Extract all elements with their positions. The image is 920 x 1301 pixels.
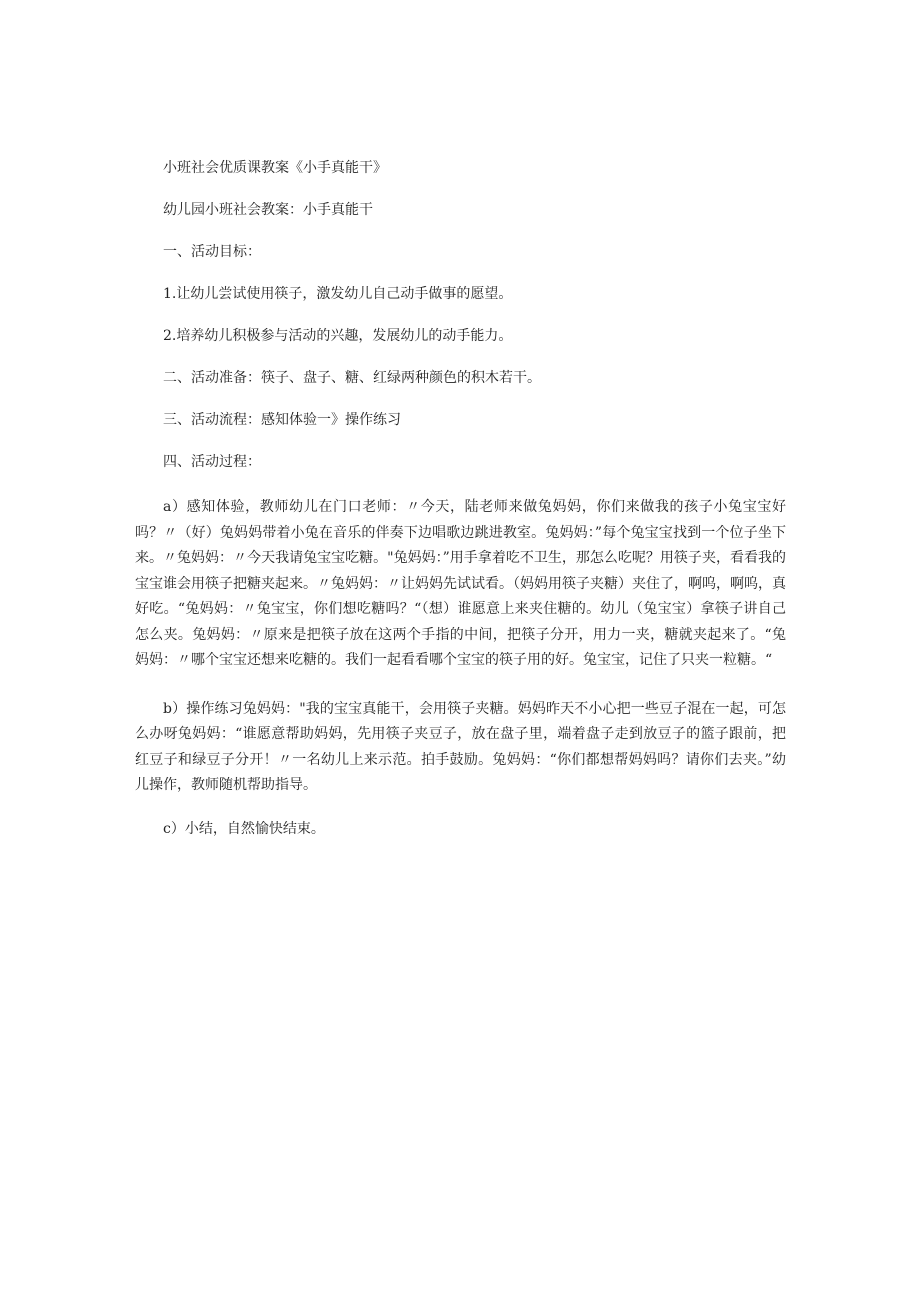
process-part-c: c）小结，自然愉快结束。 — [163, 820, 325, 837]
process-part-b: b）操作练习兔妈妈："我的宝宝真能干，会用筷子夹糖。妈妈昨天不小心把一些豆子混在一起，可怎么办呀兔妈妈：“谁愿意帮助妈妈，先用筷子夹豆子，放在盘子里，端着盘子走到放豆子的篮子跟前，把红豆子和绿豆子分开！〃一名幼儿上来示范。拍手鼓励。兔妈妈：“你们都想帮妈妈吗？请你们去夹。”幼儿操作，教师随机帮助指导。 — [135, 700, 786, 793]
section-heading-process: 四、活动过程： — [163, 454, 261, 470]
document-title: 小班社会优质课教案《小手真能干》 — [163, 160, 387, 176]
document-subtitle: 幼儿园小班社会教案：小手真能干 — [163, 202, 373, 218]
goal-item-2: 2.培养幼儿积极参与活动的兴趣，发展幼儿的动手能力。 — [163, 328, 513, 344]
section-heading-goals: 一、活动目标： — [163, 244, 261, 260]
goal-item-1: 1.让幼儿尝试使用筷子，激发幼儿自己动手做事的愿望。 — [163, 286, 513, 302]
section-flow: 三、活动流程：感知体验一》操作练习 — [163, 412, 401, 428]
section-preparation: 二、活动准备：筷子、盘子、糖、红绿两种颜色的积木若干。 — [163, 370, 541, 386]
document-body — [135, 158, 786, 839]
process-part-a: a）感知体验，教师幼儿在门口老师：〃今天，陆老师来做兔妈妈，你们来做我的孩子小兔宝宝好吗？〃（好）兔妈妈带着小兔在音乐的伴奏下边唱歌边跳进教室。兔妈妈：”每个兔宝宝找到一个位子坐下来。〃兔妈妈：〃今天我请兔宝宝吃糖。"兔妈妈：”用手拿着吃不卫生，那怎么吃呢？用筷子夹，看看我的宝宝谁会用筷子把糖夹起来。〃兔妈妈：〃让妈妈先试试看。（妈妈用筷子夹糖）夹住了，啊呜，啊呜，真好吃。“兔妈妈：〃兔宝宝，你们想吃糖吗？“（想）谁愿意上来夹住糖的。幼儿（兔宝宝）拿筷子讲自己怎么夹。兔妈妈：〃原来是把筷子放在这两个手指的中间，把筷子分开，用力一夹，糖就夹起来了。“兔妈妈：〃哪个宝宝还想来吃糖的。我们一起看看哪个宝宝的筷子用的好。兔宝宝，记住了只夹一粒糖。“ — [135, 499, 786, 668]
